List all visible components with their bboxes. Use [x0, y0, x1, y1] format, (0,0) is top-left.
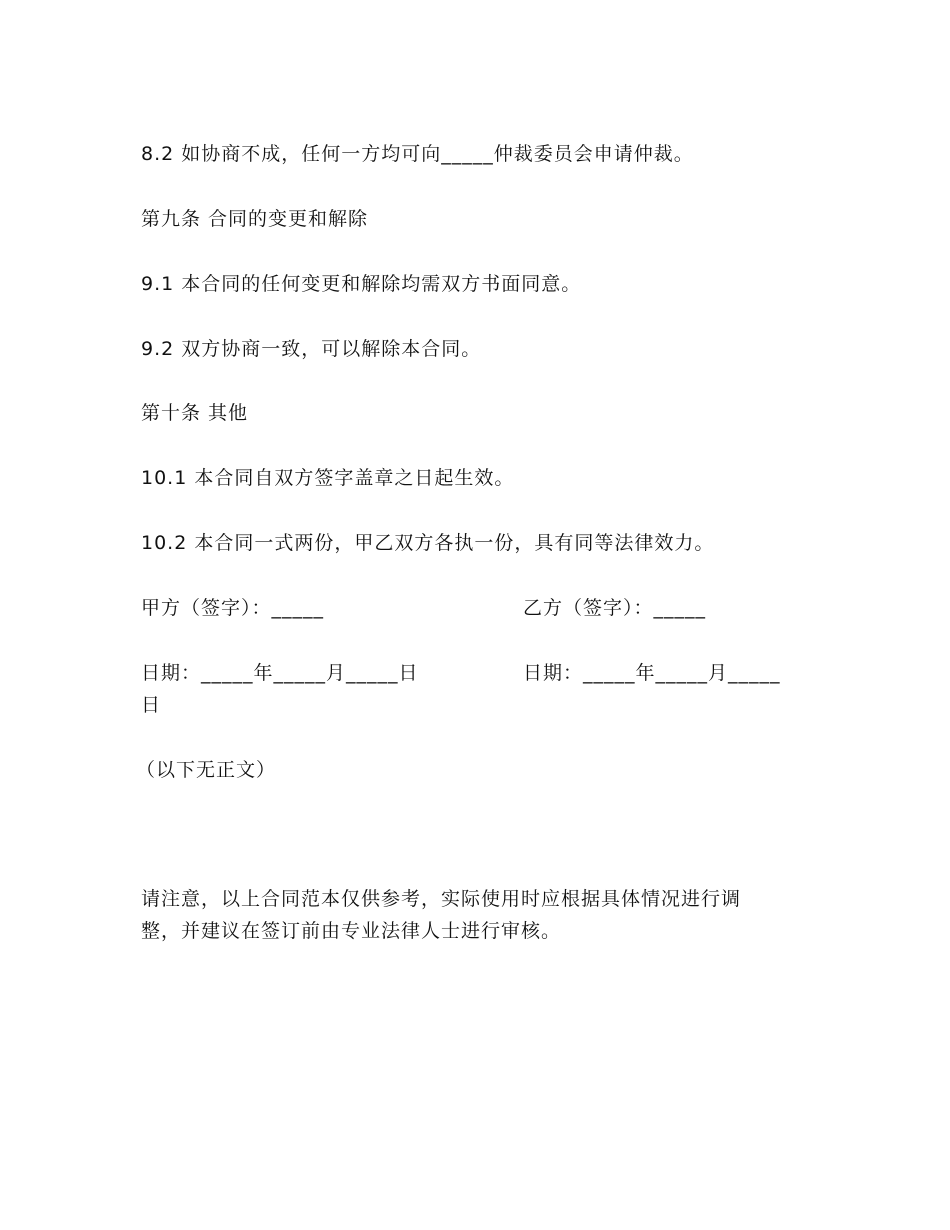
end-of-text-mark: （以下无正文）	[136, 759, 277, 781]
party-b-date: 日期：_____年_____月_____	[523, 662, 781, 684]
clause-8-2: 8.2 如协商不成，任何一方均可向_____仲裁委员会申请仲裁。	[141, 143, 694, 165]
article-9-heading: 第九条 合同的变更和解除	[141, 208, 369, 230]
notice-line-1: 请注意，以上合同范本仅供参考，实际使用时应根据具体情况进行调	[141, 888, 742, 910]
notice-line-2: 整，并建议在签订前由专业法律人士进行审核。	[141, 920, 562, 942]
clause-9-1: 9.1 本合同的任何变更和解除均需双方书面同意。	[141, 273, 582, 295]
clause-10-2: 10.2 本合同一式两份，甲乙双方各执一份，具有同等法律效力。	[141, 532, 715, 554]
clause-9-2: 9.2 双方协商一致，可以解除本合同。	[141, 338, 482, 360]
party-b-date-continued: 日	[141, 694, 162, 716]
article-10-heading: 第十条 其他	[141, 402, 249, 424]
party-a-date: 日期：_____年_____月_____日	[141, 662, 419, 684]
clause-10-1: 10.1 本合同自双方签字盖章之日起生效。	[141, 467, 515, 489]
party-b-signature: 乙方（签字）：_____	[523, 597, 707, 619]
party-a-signature: 甲方（签字）：_____	[141, 597, 325, 619]
